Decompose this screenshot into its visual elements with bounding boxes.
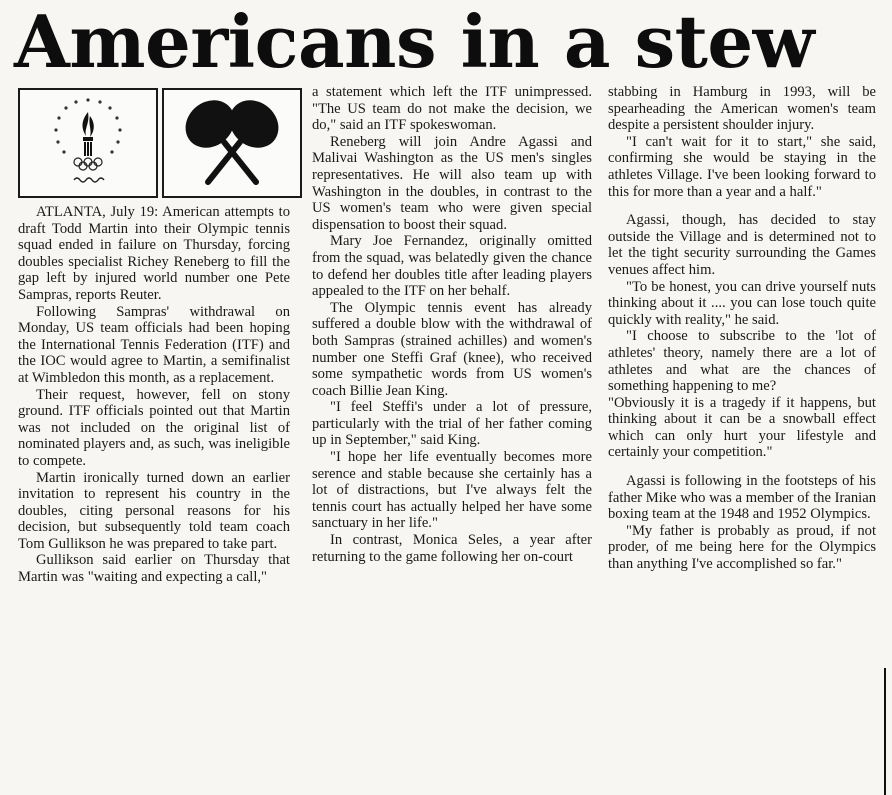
paragraph: Mary Joe Fernandez, originally omitted from the squad, was belatedly given the chance to defend her doubles title after leading players appealed to the ITF on her behalf. xyxy=(312,233,592,300)
paragraph: The Olympic tennis event has already suffered a double blow with the withdrawal of both Sampras (strained achilles) and women's number one Steffi Graf (knee), who received some sympathetic words from US women's coach Billie Jean King. xyxy=(312,299,592,399)
paragraph: "I hope her life eventually becomes more serence and stable because she certainly has a lot of distractions, but I've always felt the tennis court has actually helped her have some sanctuary in her life." xyxy=(312,449,592,532)
olympic-logo-icon xyxy=(18,88,158,198)
paragraph: "To be honest, you can drive yourself nuts thinking about it .... you can lose touch quite quickly with reality," he said. xyxy=(608,278,876,328)
article-column-1 xyxy=(18,204,290,586)
paragraph: In contrast, Monica Seles, a year after returning to the game following her on-court xyxy=(312,532,592,565)
paragraph-gap xyxy=(608,200,876,212)
article-column-2 xyxy=(312,84,592,565)
paragraph: Following Sampras' withdrawal on Monday, US team officials had been hoping the International Tennis Federation (ITF) and the IOC would agree to Martin, a semifinalist at Wimbledon this month, as a replacement. xyxy=(18,303,290,386)
paragraph: "My father is probably as proud, if not proder, of me being here for the Olympics than anything I've accomplished so far." xyxy=(608,522,876,573)
paragraph-gap xyxy=(608,461,876,473)
paragraph: "I feel Steffi's under a lot of pressure, particularly with the trial of her father coming up in September," said King. xyxy=(312,399,592,449)
tennis-rackets-icon xyxy=(162,88,302,198)
paragraph: Their request, however, fell on stony ground. ITF officials pointed out that Martin was not included on the original list of nominated players and, as such, was ineligible to compete. xyxy=(18,386,290,469)
paragraph: Gullikson said earlier on Thursday that Martin was "waiting and expecting a call," xyxy=(18,552,290,586)
headline: Americans in a stew xyxy=(14,0,815,84)
paragraph: a statement which left the ITF unimpressed. "The US team do not make the decision, we do," said an ITF spokeswoman. xyxy=(312,84,592,134)
paragraph: Martin ironically turned down an earlier invitation to represent his country in the doubles, citing personal reasons for his decision, but subsequently told team coach Tom Gullikson he was prepared to take part. xyxy=(18,469,290,552)
paragraph: "Obviously it is a tragedy if it happens, but thinking about it can be a snowball effect which can only hurt your lifestyle and certainly your competition." xyxy=(608,394,876,461)
paragraph: Agassi, though, has decided to stay outside the Village and is determined not to let the tight security surrounding the Games venues affect him. xyxy=(608,212,876,278)
paragraph: Agassi is following in the footsteps of his father Mike who was a member of the Iranian boxing team at the 1948 and 1952 Olympics. xyxy=(608,473,876,523)
paragraph: Reneberg will join Andre Agassi and Malivai Washington as the US men's singles representatives. He will also team up with Washington in the doubles, in contrast to the US women's team who were given special dispensation to boost their squad. xyxy=(312,133,592,233)
paragraph: ATLANTA, July 19: American attempts to draft Todd Martin into their Olympic tennis squad ended in failure on Thursday, forcing doubles specialist Richey Reneberg to fill the gap left by injured world number one Pete Sampras, reports Reuter. xyxy=(18,204,290,303)
article-column-3 xyxy=(608,84,876,573)
paragraph: "I choose to subscribe to the 'lot of athletes' theory, namely there are a lot of athletes and what are the chances of something happening to me? xyxy=(608,328,876,395)
column-rule xyxy=(884,668,886,795)
paragraph: "I can't wait for it to start," she said, confirming she would be staying in the athletes Village. I've been looking forward to this for more than a year and a half." xyxy=(608,133,876,200)
paragraph: stabbing in Hamburg in 1993, will be spearheading the American women's team despite a persistent shoulder injury. xyxy=(608,84,876,134)
